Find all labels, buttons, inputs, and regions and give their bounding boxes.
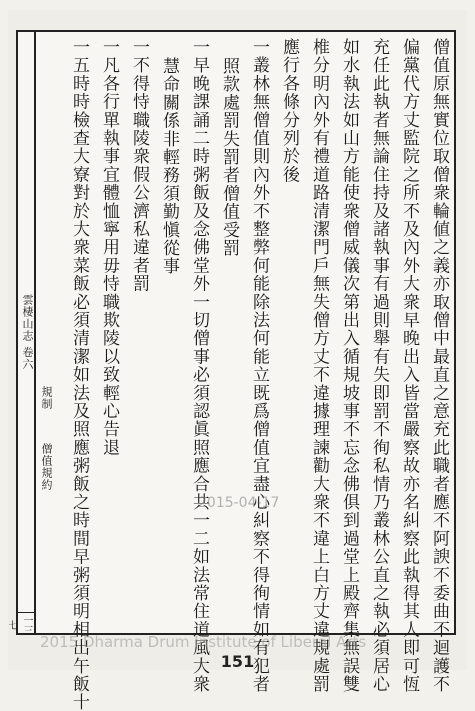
book-title: 雲棲山志 卷六	[21, 294, 34, 371]
text-column: 如水執法如山方能使衆僧威儀次第出入循規坡事不忘念佛俱到過堂上殿齊集無誤雙	[339, 38, 359, 694]
page-number: 151	[220, 652, 255, 671]
book-title-margin	[19, 40, 33, 625]
watermark-date: 2015-04-17	[198, 495, 280, 511]
text-column: 一凡各行單執事宜體恤寧用毋恃職欺陵以致輕心告退	[99, 38, 119, 457]
text-column: 一早晚課誦二時粥飯及念佛堂外一切僧事必須認眞照應合共一二如法常住道風大衆	[189, 38, 209, 694]
section-title: 規制	[40, 386, 53, 410]
text-column: 一不得恃職陵衆假公濟私違者罰	[129, 38, 149, 293]
text-column: 充任此執者無論住持及諸執事有過則舉有失即罰不徇私情乃叢林公直之執必須居心	[369, 38, 389, 694]
text-column: 應行各條分列於後	[279, 38, 299, 184]
text-column: 慧命關係非輕務須勤愼從事	[159, 57, 179, 276]
text-column: 照款處罰失罰者僧值受罰	[219, 57, 239, 258]
scanned-page	[6, 10, 467, 711]
text-column: 椎分明內外有禮道路清潔門戶無失僧方丈不違據理諫勸大衆不違上白方丈違規處罰	[309, 38, 329, 694]
text-column: 一叢林無僧值則內外不整弊何能除法何能立既爲僧值宜盡心糾察不得徇情如有犯者	[249, 38, 269, 694]
subsection-title: 僧值規約	[40, 443, 53, 491]
watermark-institution: 2015 Dharma Drum Institute of Liberal Arts	[40, 633, 367, 651]
text-column: 一五時時檢查大寮對於大衆菜飯必須清潔如法及照應粥飯之時間早粥須明相出午飯十	[69, 38, 89, 711]
margin-rule	[34, 32, 36, 633]
text-column: 偏黨代方丈監院之所不及內外大衆早晚出入皆當嚴察故亦名糾察此執得其人即可恆	[399, 38, 419, 694]
text-column: 僧值原無實位取僧衆輪値之義亦取僧中最直之意充此職者應不阿諛不委曲不迴護不	[429, 38, 449, 694]
section-margin	[38, 252, 52, 625]
page-code: 一三七	[18, 612, 34, 637]
